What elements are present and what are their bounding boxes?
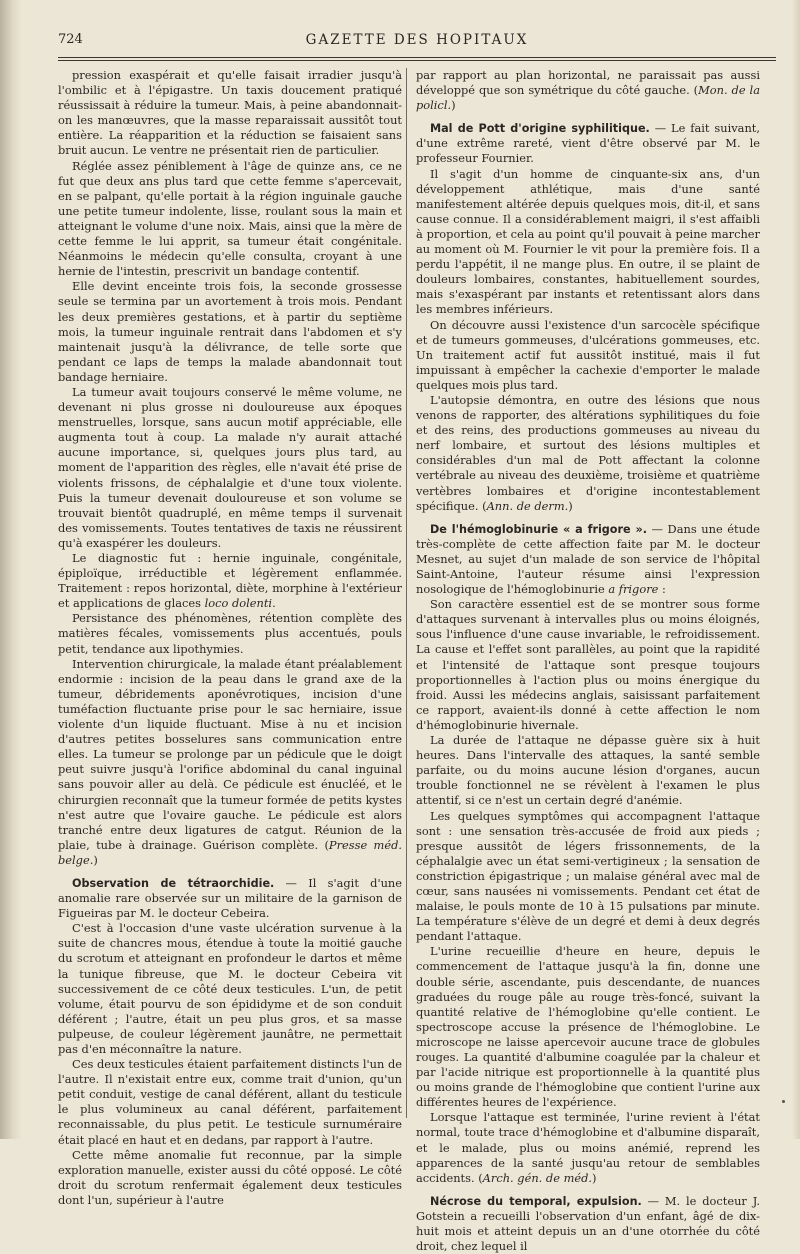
paragraph-tail: ): [451, 98, 456, 113]
margin-mark: [782, 1100, 785, 1103]
header-rule-top: [58, 57, 776, 58]
paragraph-text: Les quelques symptômes qui accompagnent l'attaque sont : une sensation très-accusée de froid aux pieds ; presque aussitôt de légers frissonnements, de la céphalalgie avec un état semi-vertigineux ; la sensation de constriction épigastrique ; un malaise général avec mal de cœur, sans nausées ni vomissements. Pendant cet état de malaise, le pouls monte de 10 à 15 pulsations par minute. La température s'élève de un degré et demi à deux degrés pendant l'attaque.: [416, 808, 760, 944]
paragraph: [416, 393, 760, 514]
paragraph: [58, 657, 402, 868]
paragraph: [416, 68, 760, 113]
paragraph: [416, 944, 760, 1110]
paragraph-tail: .: [272, 596, 276, 611]
page-number: 724: [58, 32, 83, 47]
paragraph-text: On découvre aussi l'existence d'un sarcocèle spécifique et de tumeurs gommeuses, d'ulcérations gommeuses, etc. Un traitement actif fut aussitôt institué, mais il fut impuissant à empêcher la cachexie d'emporter le malade quelques mois plus tard.: [416, 317, 760, 392]
paragraph: [58, 1148, 402, 1208]
paragraph-text: L'autopsie démontra, en outre des lésions que nous venons de rapporter, des altérations syphilitiques du foie et des reins, des productions gommeuses au niveau du nerf lombaire, et surtout des lésions multiples et considérables d'un mal de Pott affectant la colonne vertébrale au niveau des deuxième, troisième et quatrième vertèbres lombaires et d'origine incontestablement spécifique. (: [416, 392, 760, 513]
page-header: [58, 30, 776, 52]
paragraph-tail: ): [568, 498, 573, 513]
paragraph-text: — Il s'agit d'une anomalie rare observée sur un militaire de la garnison de Figueiras par M. le docteur Cebeira.: [58, 875, 402, 921]
paragraph-text: Son caractère essentiel est de se montrer sous forme d'attaques survenant à intervalles plus ou moins éloignés, sous l'influence d'une cause invariable, le refroidissement. La cause et l'effet sont parallèles, au point que la rapidité et l'intensité de l'attaque sont presque toujours proportionnelles à l'action plus ou moins énergique du froid. Aussi les médecins anglais, saisissant parfaitement ce rapport, avaient-ils donné à cette affection le nom d'hémoglobinurie hivernale.: [416, 597, 760, 732]
section-heading: Nécrose du temporal, expulsion.: [430, 1194, 642, 1208]
left-column: [58, 68, 403, 1207]
paragraph: [416, 597, 760, 733]
paragraph: [416, 121, 760, 166]
right-column: [416, 68, 760, 1254]
paragraph-tail: .): [89, 852, 98, 867]
paragraph: [416, 1194, 760, 1254]
paragraph: [58, 68, 402, 159]
paragraph-text: — Dans une étude très-complète de cette affection faite par M. le docteur Mesnet, au sujet d'un malade de son service de l'hôpital Saint-Antoine, l'auteur résume ainsi l'expression nosologique de l'hémoglobinurie: [416, 521, 760, 597]
italic-citation: Presse méd. belge: [58, 837, 403, 867]
paragraph: [58, 611, 402, 656]
paragraph: [416, 733, 760, 808]
journal-title: GAZETTE DES HOPITAUX: [305, 32, 529, 48]
paragraph-text: Il s'agit d'un homme de cinquante-six ans, d'un développement athlétique, mais d'une santé manifestement altérée depuis quelques mois, dit-il, et sans cause connue. Il a considérablement maigri, il s'est affaibli à proportion, et cela au point qu'il pouvait à peine marcher au moment où M. Fournier le vit pour la première fois. Il a perdu l'appétit, il ne mange plus. En outre, il se plaint de douleurs lombaires, constantes, habituellement sourdes, mais s'exaspérant par instants et retentissant alors dans les membres inférieurs.: [416, 166, 760, 317]
paragraph-text: Réglée assez péniblement à l'âge de quinze ans, ce ne fut que deux ans plus tard que cette femme s'apercevait, en se palpant, qu'elle portait à la région inguinale gauche une petite tumeur indolente, lisse, roulant sous la main et atteignant le volume d'une noix. Mais, ainsi que la mère de cette femme le lui apprit, sa tumeur était congénitale. Néanmoins le médecin qu'elle consulta, croyant à une hernie de l'intestin, prescrivit un bandage contentif.: [58, 158, 402, 279]
paragraph-text: La durée de l'attaque ne dépasse guère six à huit heures. Dans l'intervalle des attaques, la santé semble parfaite, ou du moins aucune lésion d'organes, aucun trouble fonctionnel ne se révèlent à l'examen le plus attentif, si ce n'est un certain degré d'anémie.: [416, 733, 760, 808]
paragraph-text: Cette même anomalie fut reconnue, par la simple exploration manuelle, exister aussi du côté opposé. Le côté droit du scrotum renfermait également deux testicules dont l'un, supérieur à l'autre: [58, 1147, 402, 1207]
paragraph: [416, 318, 760, 393]
paragraph: [58, 921, 402, 1057]
paragraph: [416, 809, 760, 945]
paragraph-text: par rapport au plan horizontal, ne paraissait pas aussi développé que son symétrique du côté gauche. (: [416, 68, 760, 98]
italic-citation: Ann. de derm.: [486, 498, 569, 513]
page-edge: [792, 0, 800, 1139]
paragraph-text: Elle devint enceinte trois fois, la seconde grossesse seule se termina par un avortement à trois mois. Pendant les deux premières gestations, et à partir du septième mois, la tumeur inguinale rentrait dans l'abdomen et s'y maintenait jusqu'à la délivrance, de telle sorte que pendant ce laps de temps la malade abandonnait tout bandage herniaire.: [58, 279, 402, 384]
paragraph: [58, 279, 402, 385]
italic-citation: Mon. de la policl.: [416, 83, 760, 113]
section-heading: De l'hémoglobinurie « a frigore ».: [430, 522, 647, 536]
paragraph: [416, 167, 760, 318]
paragraph: [58, 159, 402, 280]
paragraph-text: La tumeur avait toujours conservé le même volume, ne devenant ni plus grosse ni douloureuse aux époques menstruelles, lorsque, sans aucun motif appréciable, elle augmenta tout à coup. La malade n'y aurait attaché aucune importance, si, quelques jours plus tard, au moment de l'apparition des règles, elle n'avait été prise de violents frissons, de céphalalgie et d'une toux violente. Puis la tumeur devenait douloureuse et son volume se trouvait bientôt quadruplé, en même temps il survenait des vomissements. Toutes tentatives de taxis ne réussirent qu'à exaspérer les douleurs.: [58, 384, 402, 550]
section-heading: Mal de Pott d'origine syphilitique.: [430, 122, 650, 136]
paragraph-text: — Le fait suivant, d'une extrême rareté, vient d'être observé par M. le professeur Fournier.: [416, 121, 760, 166]
paragraph-text: L'urine recueillie d'heure en heure, depuis le commencement de l'attaque jusqu'à la fin, donne une double série, ascendante, puis descendante, de nuances graduées du rouge pâle au rouge très-foncé, suivant la quantité relative de l'hémoglobine qu'elle contient. Le spectroscope accuse la présence de l'hémoglobine. Le microscope ne laisse apercevoir aucune trace de globules rouges. La quantité d'albumine coagulée par la chaleur et par l'acide nitrique est proportionnelle à la quantité plus ou moins grande de l'hémoglobine que contient l'urine aux différentes heures de l'expérience.: [416, 944, 760, 1110]
italic-citation: a frigore: [608, 582, 659, 597]
italic-citation: loco dolenti: [204, 596, 273, 611]
paragraph-text: Ces deux testicules étaient parfaitement distincts l'un de l'autre. Il n'existait entre eux, comme trait d'union, qu'un petit conduit, vestige de canal déférent, allant du testicule le plus volumineux au canal déférent, parfaitement reconnaissable, du plus petit. Le testicule surnuméraire était placé en haut et en dedans, par rapport à l'autre.: [58, 1057, 402, 1147]
paragraph: [58, 1057, 402, 1148]
paragraph-text: Persistance des phénomènes, rétention complète des matières fécales, vomissements plus accentués, pouls petit, tendance aux lipothymies.: [58, 611, 402, 656]
paragraph-text: Le diagnostic fut : hernie inguinale, congénitale, épiploïque, irréductible et légèrement enflammée. Traitement : repos horizontal, diète, morphine à l'extérieur et applications de glaces: [58, 551, 402, 611]
paragraph: [416, 522, 760, 597]
paragraph: [416, 1110, 760, 1185]
paragraph: [58, 385, 402, 551]
paragraph-tail: :: [658, 582, 666, 597]
paragraph: [58, 551, 402, 611]
section-heading: Observation de tétraorchidie.: [72, 876, 275, 890]
column-separator: [406, 68, 407, 1118]
paragraph-text: Intervention chirurgicale, la malade étant préalablement endormie : incision de la peau dans le grand axe de la tumeur, débridements aponévrotiques, incision d'une tuméfaction fluctuante prise pour le sac herniaire, issue violente d'un liquide fluctuant. Mise à nu et incision d'autres petites bosselures sans communication entre elles. La tumeur se prolonge par un pédicule que le doigt peut suivre jusqu'à l'orifice abdominal du canal inguinal sans pouvoir aller au delà. Ce pédicule est énucléé, et le chirurgien reconnaît que la tumeur formée de petits kystes n'est autre que l'ovaire gauche. Le pédicule est alors tranché entre deux ligatures de catgut. Réunion de la plaie, tube à drainage. Guérison complète. (: [58, 656, 402, 852]
paragraph-text: — M. le docteur J. Gotstein a recueilli l'observation d'un enfant, âgé de dix-huit mois et atteint depuis un an d'une otorrhée du côté droit, chez lequel il: [416, 1193, 760, 1254]
paragraph-text: pression exaspérait et qu'elle faisait irradier jusqu'à l'ombilic et à l'épigastre. Un taxis doucement pratiqué réussissait à réduire la tumeur. Mais, à peine abandonnait-on les manœuvres, que la masse reparaissait aussitôt tout entière. La réapparition et la réduction se faisaient sans bruit aucun. Le ventre ne présentait rien de particulier.: [58, 68, 402, 158]
paragraph-text: Lorsque l'attaque est terminée, l'urine revient à l'état normal, toute trace d'hémoglobine et d'albumine disparaît, et le malade, plus ou moins anémié, reprend les apparences de la santé jusqu'au retour de semblables accidents. (: [416, 1110, 760, 1185]
paragraph-text: C'est à l'occasion d'une vaste ulcération survenue à la suite de chancres mous, étendue à toute la moitié gauche du scrotum et atteignant en profondeur le dartos et même la tunique fibreuse, que M. le docteur Cebeira vit successivement de ce côté deux testicules. L'un, de petit volume, était pourvu de son épididyme et de son conduit déférent ; l'autre, était un peu plus gros, et sa masse pulpeuse, de couleur légèrement jaunâtre, ne permettait pas d'en méconnaître la nature.: [58, 921, 402, 1056]
header-rule-bottom: [58, 60, 776, 61]
italic-citation: Arch. gén. de méd.: [482, 1170, 593, 1185]
binding-shadow: [0, 0, 22, 1139]
paragraph-tail: ): [592, 1170, 597, 1185]
paragraph: [58, 876, 402, 921]
